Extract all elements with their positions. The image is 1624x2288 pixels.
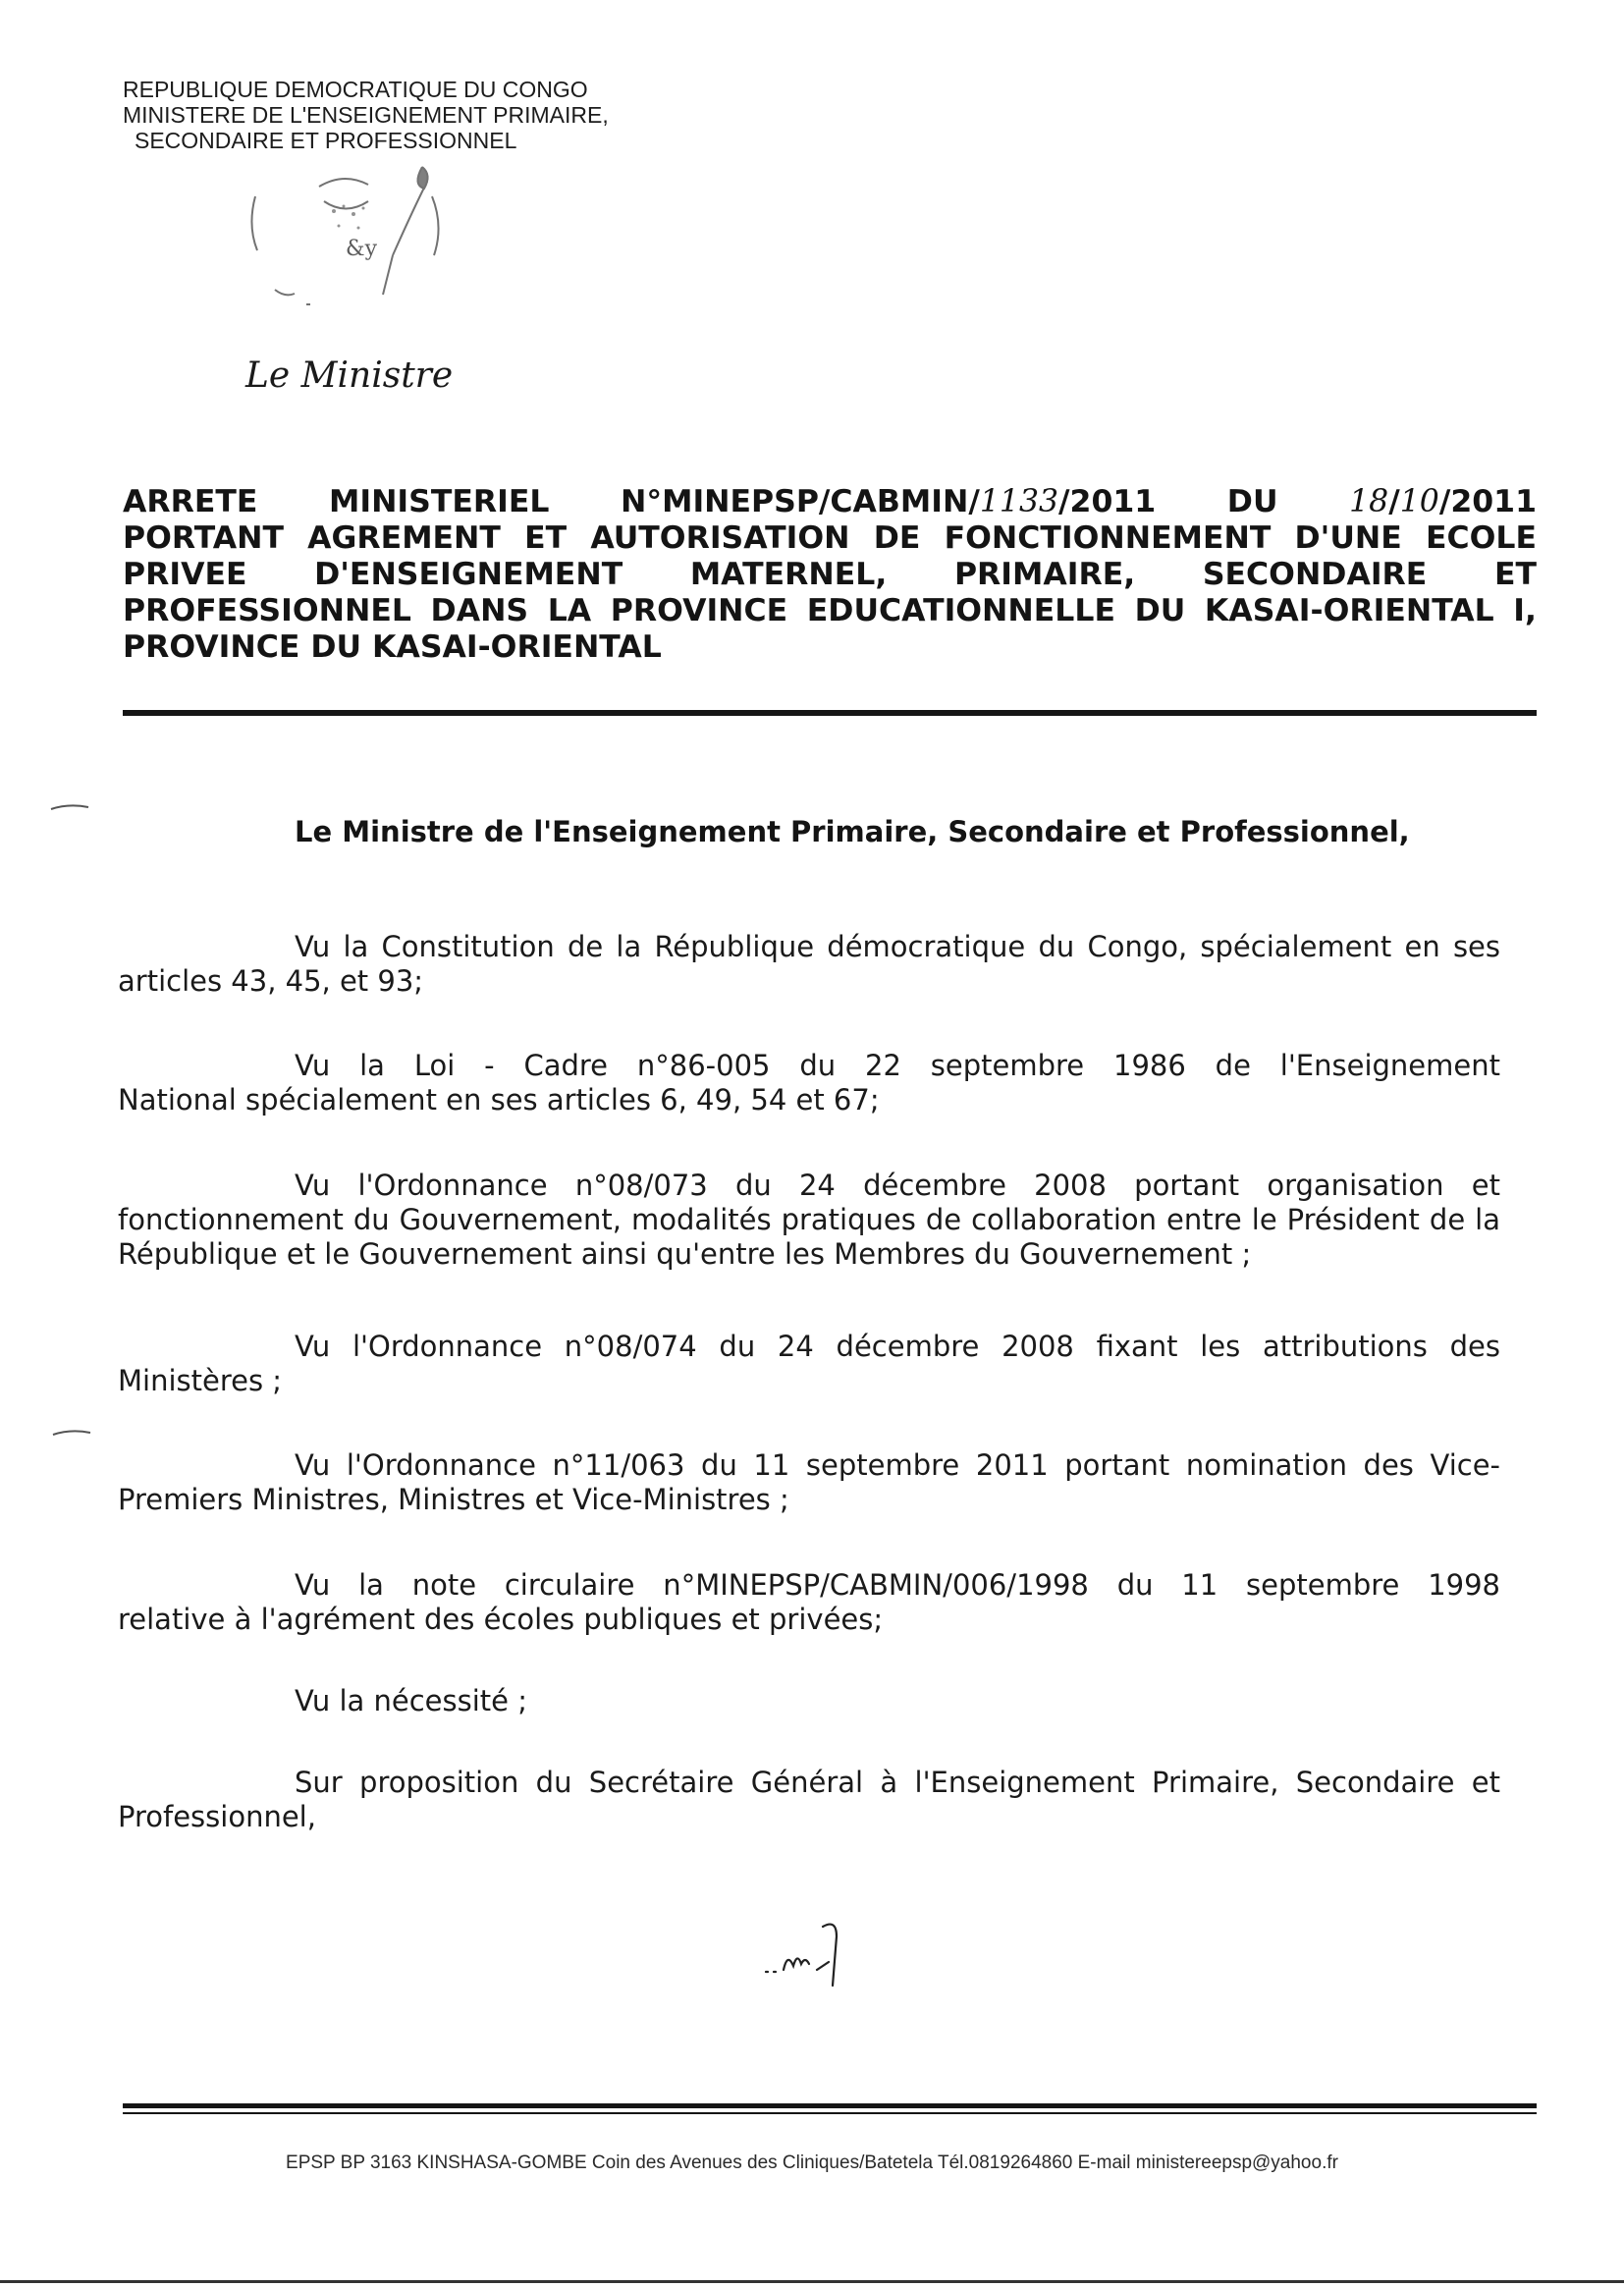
paragraph-first-line: Vu l'Ordonnance n°08/073 du 24 décembre 2008 portant organisation et bbox=[295, 1169, 1500, 1202]
svg-text:&y: &y bbox=[346, 237, 378, 261]
margin-mark bbox=[49, 803, 90, 811]
consideration-paragraph bbox=[118, 930, 1500, 999]
paragraph-continuation: relative à l'agrément des écoles publiques et privées; bbox=[118, 1603, 884, 1636]
paragraph-first-line: Vu la note circulaire n°MINEPSP/CABMIN/006/1998 du 11 septembre 1998 bbox=[295, 1568, 1500, 1602]
paragraph-continuation: Ministères ; bbox=[118, 1364, 283, 1397]
paragraph-first-line: Vu l'Ordonnance n°08/074 du 24 décembre 2008 fixant les attributions des bbox=[295, 1330, 1500, 1363]
paragraph-first-line: Vu la Loi - Cadre n°86-005 du 22 septembre 1986 de l'Enseignement bbox=[295, 1049, 1500, 1082]
paragraph-first-line: Vu la nécessité ; bbox=[295, 1684, 527, 1717]
decree-title bbox=[123, 484, 1537, 666]
consideration-paragraph bbox=[118, 1330, 1500, 1398]
letterhead-ministry-cont: SECONDAIRE ET PROFESSIONNEL bbox=[135, 128, 517, 153]
paragraph-first-line: Vu la Constitution de la République démocratique du Congo, spécialement en ses bbox=[295, 930, 1500, 963]
consideration-paragraph bbox=[118, 1568, 1500, 1637]
paragraph-continuation: articles 43, 45, et 93; bbox=[118, 964, 424, 998]
consideration-paragraph bbox=[118, 1169, 1500, 1272]
consideration-paragraph bbox=[118, 1766, 1500, 1834]
decree-title-line-1 bbox=[123, 484, 1537, 520]
footer-divider bbox=[123, 2103, 1537, 2108]
margin-mark bbox=[51, 1429, 92, 1437]
footer-divider-thin bbox=[123, 2112, 1537, 2114]
paragraph-continuation: National spécialement en ses articles 6, 49, 54 et 67; bbox=[118, 1083, 880, 1117]
paragraph-continuation: Premiers Ministres, Ministres et Vice-Ministres ; bbox=[118, 1483, 789, 1516]
paragraph-first-line: Sur proposition du Secrétaire Général à l'Enseignement Primaire, Secondaire et bbox=[295, 1766, 1500, 1799]
salutation: Le Ministre de l'Enseignement Primaire, Secondaire et Professionnel, bbox=[295, 815, 1410, 848]
handwritten-initials bbox=[758, 1915, 866, 1993]
coat-of-arms-icon bbox=[236, 157, 471, 324]
consideration-paragraph bbox=[118, 1049, 1500, 1117]
decree-number-handwritten: 1133 bbox=[979, 484, 1059, 519]
decree-year: /2011 bbox=[1438, 484, 1537, 519]
scan-edge bbox=[0, 2280, 1624, 2283]
decree-date-separator: / bbox=[1388, 484, 1400, 519]
decree-number-prefix: ARRETE MINISTERIEL N°MINEPSP/CABMIN/ bbox=[123, 484, 980, 519]
decree-title-line-4: PROFESSIONNEL DANS LA PROVINCE EDUCATIONNELLE DU KASAI-ORIENTAL I, bbox=[123, 593, 1537, 628]
consideration-paragraph bbox=[118, 1448, 1500, 1517]
title-divider bbox=[123, 710, 1537, 716]
paragraph-first-line: Vu l'Ordonnance n°11/063 du 11 septembre 2011 portant nomination des Vice- bbox=[295, 1448, 1500, 1482]
letterhead bbox=[123, 77, 609, 153]
paragraph-continuation: Professionnel, bbox=[118, 1800, 316, 1833]
decree-title-line-2: PORTANT AGREMENT ET AUTORISATION DE FONCTIONNEMENT D'UNE ECOLE bbox=[123, 520, 1537, 556]
decree-title-line-5: PROVINCE DU KASAI-ORIENTAL bbox=[123, 629, 662, 665]
minister-title: Le Ministre bbox=[245, 355, 454, 396]
decree-day-handwritten: 18 bbox=[1349, 484, 1389, 519]
letterhead-ministry: MINISTERE DE L'ENSEIGNEMENT PRIMAIRE, bbox=[123, 102, 609, 128]
decree-date-prefix: /2011 DU bbox=[1058, 484, 1350, 519]
footer-contact: EPSP BP 3163 KINSHASA-GOMBE Coin des Avenues des Cliniques/Batetela Tél.0819264860 E-mail ministereepsp@yahoo.fr bbox=[286, 2152, 1338, 2173]
decree-title-line-3: PRIVEE D'ENSEIGNEMENT MATERNEL, PRIMAIRE, SECONDAIRE ET bbox=[123, 557, 1537, 592]
paragraph-continuation: fonctionnement du Gouvernement, modalités pratiques de collaboration entre le Président de la République et le Gouvernement ainsi qu'entre les Membres du Gouvernement ; bbox=[118, 1203, 1500, 1271]
letterhead-country: REPUBLIQUE DEMOCRATIQUE DU CONGO bbox=[123, 77, 588, 102]
decree-month-handwritten: 10 bbox=[1399, 484, 1439, 519]
consideration-paragraph bbox=[118, 1684, 1500, 1718]
